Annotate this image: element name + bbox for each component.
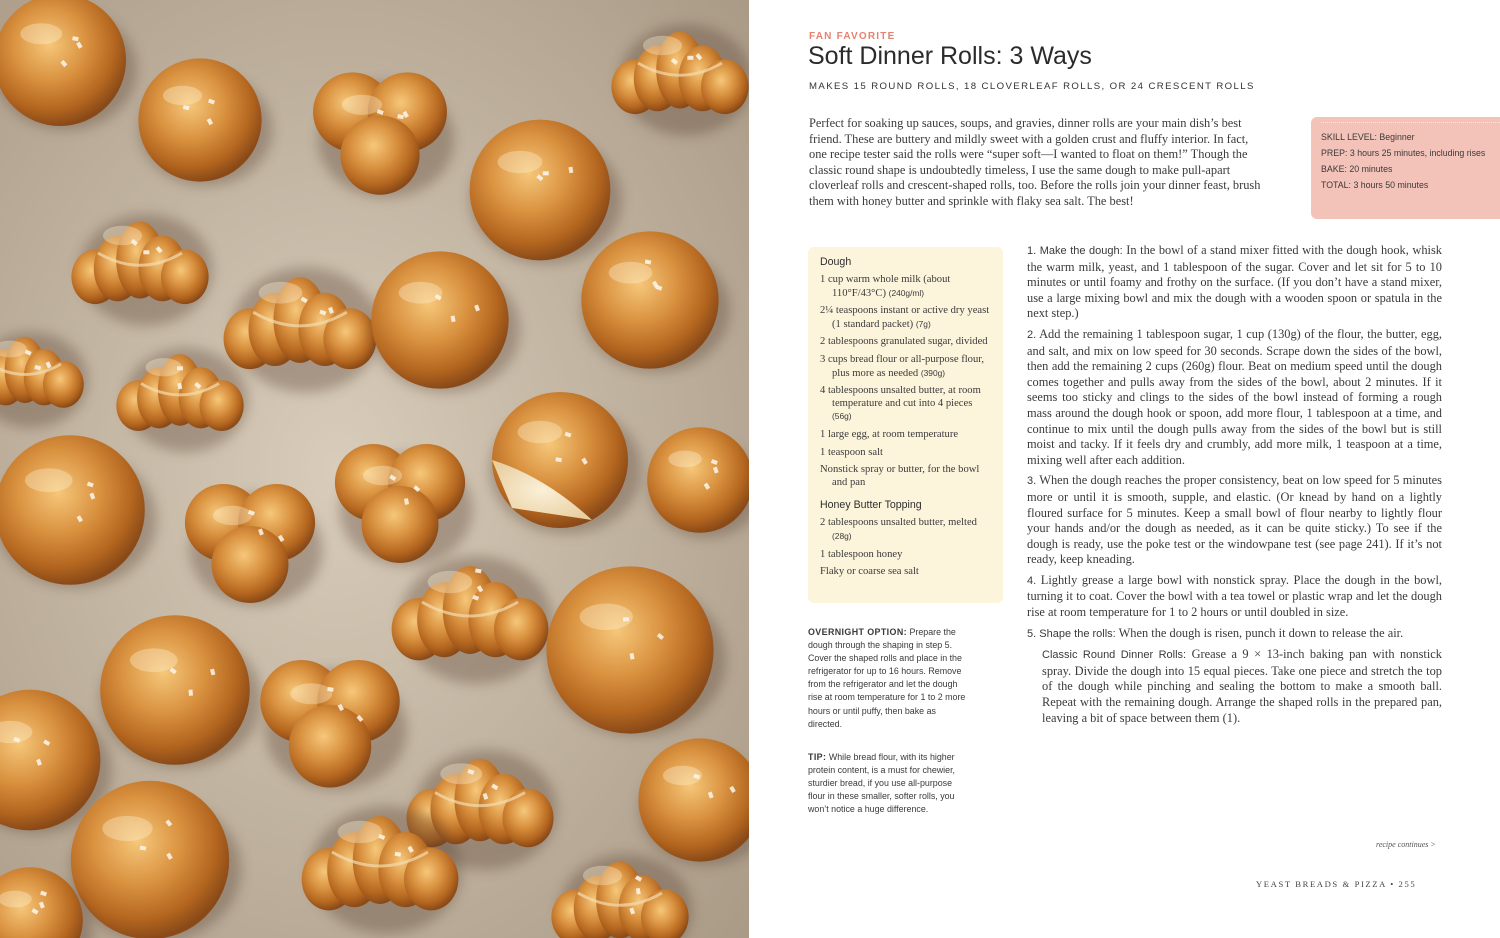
classic-round-substep	[1042, 647, 1442, 726]
step-lead: Make the dough:	[1039, 245, 1123, 257]
method-step	[1027, 573, 1442, 621]
substep-lead: Classic Round Dinner Rolls:	[1042, 649, 1187, 662]
ingredient-text: 1 tablespoon honey	[820, 548, 903, 560]
fan-favorite-kicker: FAN FAVORITE	[809, 31, 896, 42]
ingredient-text: 2¼ teaspoons instant or active dry yeast (1 standard packet)	[820, 305, 990, 330]
ingredient-text: Nonstick spray or butter, for the bowl and pan	[820, 464, 980, 488]
bake-value: 20 minutes	[1349, 164, 1393, 174]
recipe-continues: recipe continues >	[1376, 840, 1436, 849]
ingredient-text: Flaky or coarse sea salt	[820, 566, 919, 578]
total-time	[1321, 180, 1490, 191]
step-number: 4.	[1027, 574, 1037, 587]
method-step	[1027, 243, 1442, 322]
step-number: 5.	[1027, 627, 1037, 640]
dough-ingredient-item	[820, 385, 993, 424]
overnight-option-note	[808, 626, 966, 731]
method-step	[1027, 473, 1442, 568]
dough-heading: Dough	[820, 256, 852, 268]
page-folio: YEAST BREADS & PIZZA • 255	[1256, 879, 1417, 889]
dough-ingredient-item	[820, 274, 993, 300]
method-step	[1027, 626, 1442, 643]
prep-value: 3 hours 25 minutes, including rises	[1349, 148, 1486, 158]
rolls-illustration	[0, 0, 749, 938]
topping-ingredient-item	[820, 517, 993, 543]
step-body: When the dough reaches the proper consistency, beat on low speed for 5 minutes more or until it is smooth, supple, and elastic. (Or knead by hand on a lightly floured surface for 5 minutes. Keep a small bowl of flour nearby to lightly flour your hands and/or the dough as needed, as it can be quite sticky.) To see if the dough is ready, use the poke test or the windowpane test (see page 241). If it’s not ready, keep kneading.	[1027, 473, 1443, 567]
total-label: TOTAL:	[1321, 180, 1351, 190]
tip-note	[808, 751, 966, 816]
skill-value: Beginner	[1379, 132, 1415, 142]
recipe-intro: Perfect for soaking up sauces, soups, and gravies, dinner rolls are your main dish’s best friend. These are buttery and mildly sweet with a golden crust and fluffy interior. In fact, one recipe tester said the rolls were “super soft—I wanted to float on them!” Though the classic round shape is undoubtedly timeless, I use the same dough to make pull-apart cloverleaf rolls and crescent-shaped rolls, too. Before the rolls join your dinner feast, brush them with honey butter and sprinkle with flaky sea salt. The best!	[809, 116, 1261, 208]
step-number: 1.	[1027, 245, 1037, 257]
method-step	[1027, 327, 1442, 468]
info-dotted-rule	[1321, 122, 1500, 123]
ingredient-weight: (56g)	[832, 411, 852, 422]
ingredient-text: 1 cup warm whole milk (about 110°F/43°C)	[820, 274, 951, 299]
dough-ingredient-item	[820, 447, 993, 460]
dough-ingredient-item	[820, 429, 993, 442]
ingredient-weight: (7g)	[915, 318, 931, 329]
overnight-body: Prepare the dough through the shaping in step 5. Cover the shaped rolls and place in the refrigerator for up to 16 hours. Remove from the refrigerator and let the dough rise at room temperature for 1 to 2 more hours or until puffy, then bake as directed.	[808, 627, 966, 729]
tip-body: While bread flour, with its higher protein content, is a must for chewier, sturdier bread, if you use all-purpose flour in these smaller, softer rolls, you won’t notice a huge difference.	[808, 752, 956, 815]
dough-ingredient-list	[820, 274, 993, 489]
recipe-yield: MAKES 15 ROUND ROLLS, 18 CLOVERLEAF ROLLS, OR 24 CRESCENT ROLLS	[809, 81, 1255, 92]
substep-body: Grease a 9 × 13-inch baking pan with nonstick spray. Divide the dough into 15 equal pieces. Take one piece and stretch the top of the dough while pinching and sealing the bottom to make a smooth ball. Repeat with the remaining dough. Arrange the shaped rolls in the prepared pan, leaving a bit of space between them (1).	[1042, 647, 1442, 725]
ingredient-text: 3 cups bread flour or all-purpose flour, plus more as needed	[820, 353, 985, 379]
step-list	[1027, 243, 1442, 642]
dinner-rolls-photo	[0, 0, 749, 938]
dough-ingredient-item	[820, 464, 993, 489]
total-value: 3 hours 50 minutes	[1353, 180, 1429, 190]
topping-ingredient-list	[820, 517, 993, 578]
ingredient-text: 1 large egg, at room temperature	[820, 428, 959, 440]
overnight-lead: OVERNIGHT OPTION:	[808, 627, 908, 637]
step-body: Add the remaining 1 tablespoon sugar, 1 cup (130g) of the flour, the butter, egg, and salt, and mix on low speed for 30 seconds. Scrape down the sides of the bowl, then add the remaining 2 cups (260g) flour. Beat on medium speed until the dough comes together and pulls away from the sides of the bowl, about 2 minutes. If it seems too sticky and clings to the sides of the bowl instead of forming a rough mass around the dough hook or spoon, add more flour, 1 tablespoon at a time, and continue to mix until the dough pulls away from the sides of the bowl but is still moist and tacky. If it feels dry and crumbly, add more milk, 1 teaspoon at a time, mixing well after each addition.	[1027, 326, 1442, 467]
topping-heading: Honey Butter Topping	[820, 499, 922, 512]
tip-lead: TIP:	[808, 752, 827, 762]
topping-ingredient-item	[820, 566, 993, 579]
step-lead: Shape the rolls:	[1039, 627, 1116, 640]
step-body: Lightly grease a large bowl with nonstick spray. Place the dough in the bowl, turning it to coat. Cover the bowl with a tea towel or plastic wrap and let the dough rise at room temperature for 1 to 2 hours or until doubled in size.	[1027, 572, 1442, 620]
ingredient-text: 4 tablespoons unsalted butter, at room temperature and cut into 4 pieces	[820, 385, 981, 409]
prep-label: PREP:	[1321, 148, 1348, 158]
ingredient-weight: (390g)	[920, 367, 946, 378]
recipe-page	[749, 0, 1500, 938]
ingredient-text: 2 tablespoons granulated sugar, divided	[820, 336, 988, 348]
step-number: 3.	[1027, 475, 1037, 488]
ingredient-text: 2 tablespoons unsalted butter, melted	[820, 517, 977, 529]
ingredient-weight: (28g)	[832, 530, 852, 541]
step-body: When the dough is risen, punch it down to release the air.	[1118, 625, 1404, 640]
topping-ingredient-item	[820, 549, 993, 562]
bake-time	[1321, 164, 1490, 175]
ingredients-box	[808, 247, 1003, 603]
dough-ingredient-item	[820, 305, 993, 331]
ingredient-text: 1 teaspoon salt	[820, 446, 883, 458]
skill-label: SKILL LEVEL:	[1321, 132, 1377, 142]
dough-ingredient-item	[820, 354, 993, 380]
prep-time	[1321, 148, 1490, 159]
skill-level	[1321, 132, 1490, 143]
recipe-info-box	[1311, 117, 1500, 219]
step-body: In the bowl of a stand mixer fitted with the dough hook, whisk the warm milk, yeast, and 1 tablespoon of the sugar. Cover and let sit for 5 to 10 minutes or until foamy and frothy on the surface. (If you don’t have a stand mixer, use a large mixing bowl and mix the dough with a wooden spoon or spatula in the next step.)	[1027, 243, 1442, 321]
dough-ingredient-item	[820, 336, 993, 349]
bake-label: BAKE:	[1321, 164, 1347, 174]
method-steps	[1027, 243, 1442, 726]
ingredient-weight: (240g/ml)	[888, 287, 925, 298]
recipe-title: Soft Dinner Rolls: 3 Ways	[808, 42, 1092, 70]
step-number: 2.	[1027, 328, 1037, 341]
